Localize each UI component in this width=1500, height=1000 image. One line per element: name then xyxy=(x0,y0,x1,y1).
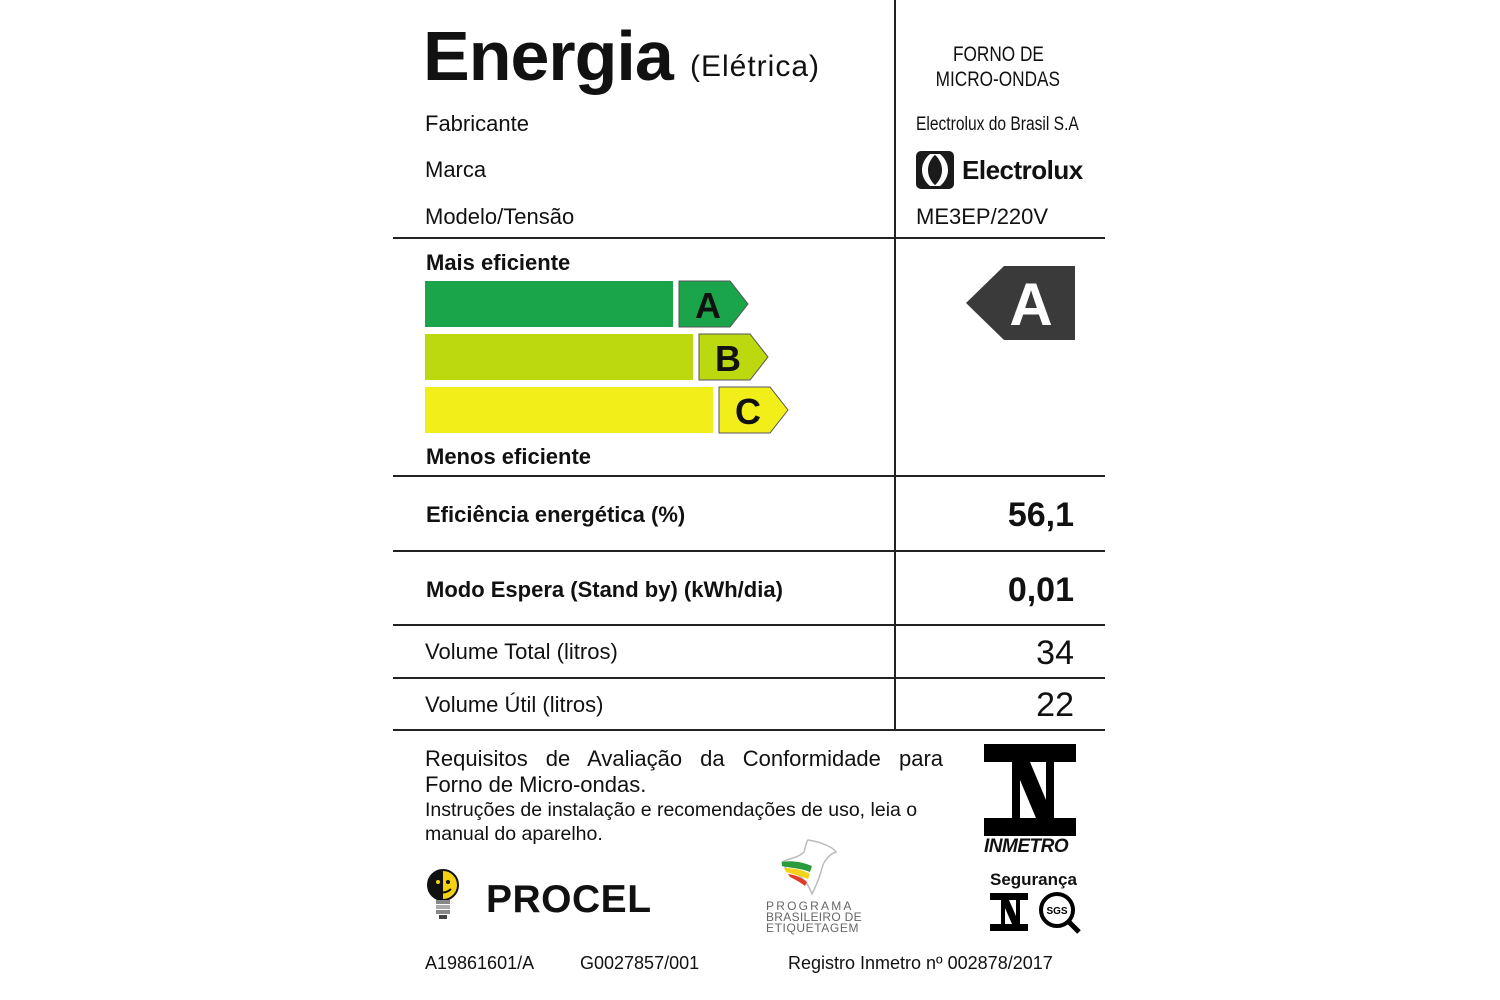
pbe-line3: ETIQUETAGEM xyxy=(766,921,860,935)
requisitos-text xyxy=(425,746,943,798)
scale-letter-c: C xyxy=(735,391,761,432)
scale-letter-b: B xyxy=(715,338,741,379)
divider-eficiencia xyxy=(393,550,1105,552)
rating-letter: A xyxy=(1009,271,1053,338)
instrucoes-text xyxy=(425,798,943,846)
sgs-text: SGS xyxy=(1046,906,1068,917)
vol-util-label: Volume Útil (litros) xyxy=(425,692,604,717)
requisitos-line2: Forno de Micro-ondas. xyxy=(425,772,647,797)
code-2: G0027857/001 xyxy=(580,953,700,973)
instrucoes-line1: Instruções de instalação e recomendações de uso, leia o xyxy=(425,799,918,821)
scale-arrow-b xyxy=(698,333,770,381)
vol-util-value: 22 xyxy=(1036,686,1074,724)
pbe-line2: BRASILEIRO DE xyxy=(766,910,862,924)
requisitos-line1: Requisitos de Avaliação da Conformidade para xyxy=(425,746,943,771)
sgs-icon xyxy=(1036,889,1082,935)
marca-logo xyxy=(916,150,1083,190)
inmetro-label: INMETRO xyxy=(984,836,1069,857)
vol-total-value: 34 xyxy=(1036,634,1074,672)
registro-inmetro: Registro Inmetro nº 002878/2017 xyxy=(788,953,1053,973)
scale-top-label: Mais eficiente xyxy=(426,250,571,275)
scale-letter-a: A xyxy=(695,285,721,326)
pbe-text xyxy=(766,901,862,934)
eficiencia-label: Eficiência energética (%) xyxy=(426,502,686,527)
label-title: Energia xyxy=(423,17,673,95)
divider-scale xyxy=(393,475,1105,477)
marca-label: Marca xyxy=(425,157,487,182)
pbe-line1: PROGRAMA xyxy=(766,899,854,913)
inmetro-logo-icon xyxy=(984,744,1076,836)
modelo-label: Modelo/Tensão xyxy=(425,204,575,229)
procel-bulb-icon xyxy=(424,868,462,920)
scale-arrow-c xyxy=(718,386,790,434)
procel-label: PROCEL xyxy=(486,878,652,921)
electrolux-logo-icon xyxy=(916,151,954,189)
product-type-line2: MICRO-ONDAS xyxy=(935,68,1061,91)
modelo-value: ME3EP/220V xyxy=(916,204,1049,229)
seguranca-label: Segurança xyxy=(990,870,1077,889)
eficiencia-value: 56,1 xyxy=(1007,496,1074,534)
divider-vol-util xyxy=(393,729,1105,731)
code-1: A19861601/A xyxy=(425,953,535,973)
divider-vol-total xyxy=(393,677,1105,679)
divider-info xyxy=(393,237,1105,239)
pbe-logo-icon xyxy=(778,838,840,896)
fabricante-label: Fabricante xyxy=(425,111,529,136)
rating-indicator xyxy=(964,265,1076,341)
scale-bar-c xyxy=(425,387,713,433)
fabricante-value: Electrolux do Brasil S.A xyxy=(916,114,1079,135)
product-type-line1: FORNO DE xyxy=(952,43,1044,66)
espera-label: Modo Espera (Stand by) (kWh/dia) xyxy=(426,577,783,602)
scale-bar-b xyxy=(425,334,693,380)
vol-total-label: Volume Total (litros) xyxy=(425,639,618,664)
scale-arrow-a xyxy=(678,280,750,328)
seguranca-inmetro-icon xyxy=(990,893,1028,931)
label-subtitle: (Elétrica) xyxy=(690,50,821,83)
scale-bar-a xyxy=(425,281,673,327)
column-divider xyxy=(894,0,896,730)
instrucoes-line2: manual do aparelho. xyxy=(425,823,603,845)
divider-espera xyxy=(393,624,1105,626)
marca-value: Electrolux xyxy=(962,154,1083,185)
product-type xyxy=(900,42,1096,92)
espera-value: 0,01 xyxy=(1007,571,1074,609)
scale-bottom-label: Menos eficiente xyxy=(426,444,592,469)
